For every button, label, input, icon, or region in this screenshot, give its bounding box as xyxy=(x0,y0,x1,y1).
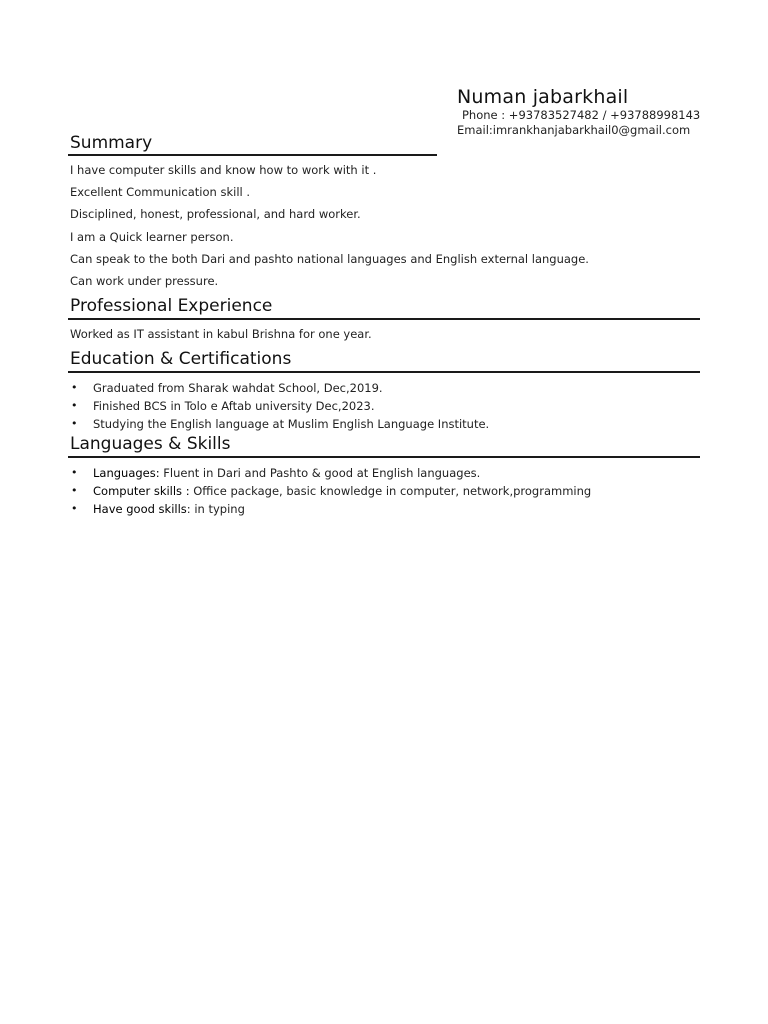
bullet-icon: • xyxy=(71,484,78,497)
summary-heading: Summary xyxy=(70,133,153,153)
summary-line: Excellent Communication skill . xyxy=(70,185,251,199)
experience-divider xyxy=(68,318,700,320)
skills-item-text: Fluent in Dari and Pashto & good at English languages. xyxy=(159,466,481,480)
experience-heading: Professional Experience xyxy=(70,296,273,316)
skills-item xyxy=(70,482,591,500)
summary-line: I am a Quick learner person. xyxy=(70,230,234,244)
education-item: • Finished BCS in Tolo e Aftab university Dec,2023. xyxy=(71,399,375,413)
education-list xyxy=(70,379,489,433)
education-item: • Graduated from Sharak wahdat School, Dec,2019. xyxy=(71,381,383,395)
education-heading: Education & Certifications xyxy=(70,349,292,369)
experience-line: Worked as IT assistant in kabul Brishna for one year. xyxy=(70,327,372,341)
bullet-icon: • xyxy=(71,502,78,515)
phone-number: Phone : +93783527482 / +93788998143 xyxy=(462,108,701,122)
skills-item-text: Office package, basic knowledge in computer, network,programming xyxy=(189,484,592,498)
summary-divider xyxy=(68,154,437,156)
email-address: Email:imrankhanjabarkhail0@gmail.com xyxy=(457,123,691,137)
summary-line: Disciplined, honest, professional, and hard worker. xyxy=(70,207,361,221)
skills-list xyxy=(70,464,591,518)
skills-item-label: Computer skills : xyxy=(93,484,190,498)
skills-item-label: Have good skills xyxy=(93,502,187,516)
education-item: • Studying the English language at Muslim English Language Institute. xyxy=(71,417,490,431)
resume-header xyxy=(457,86,757,138)
skills-item xyxy=(70,500,591,518)
summary-line: Can speak to the both Dari and pashto national languages and English external language. xyxy=(70,252,589,266)
summary-line: Can work under pressure. xyxy=(70,274,219,288)
bullet-icon: • xyxy=(71,417,78,430)
skills-heading: Languages & Skills xyxy=(70,434,231,454)
summary-line: I have computer skills and know how to work with it . xyxy=(70,163,377,177)
education-divider xyxy=(68,371,700,373)
skills-item-text: : in typing xyxy=(186,502,245,516)
skills-divider xyxy=(68,456,700,458)
candidate-name: Numan jabarkhail xyxy=(457,86,629,108)
skills-item xyxy=(70,464,591,482)
bullet-icon: • xyxy=(71,381,78,394)
bullet-icon: • xyxy=(71,399,78,412)
bullet-icon: • xyxy=(71,466,78,479)
skills-item-label: Languages: xyxy=(93,466,160,480)
